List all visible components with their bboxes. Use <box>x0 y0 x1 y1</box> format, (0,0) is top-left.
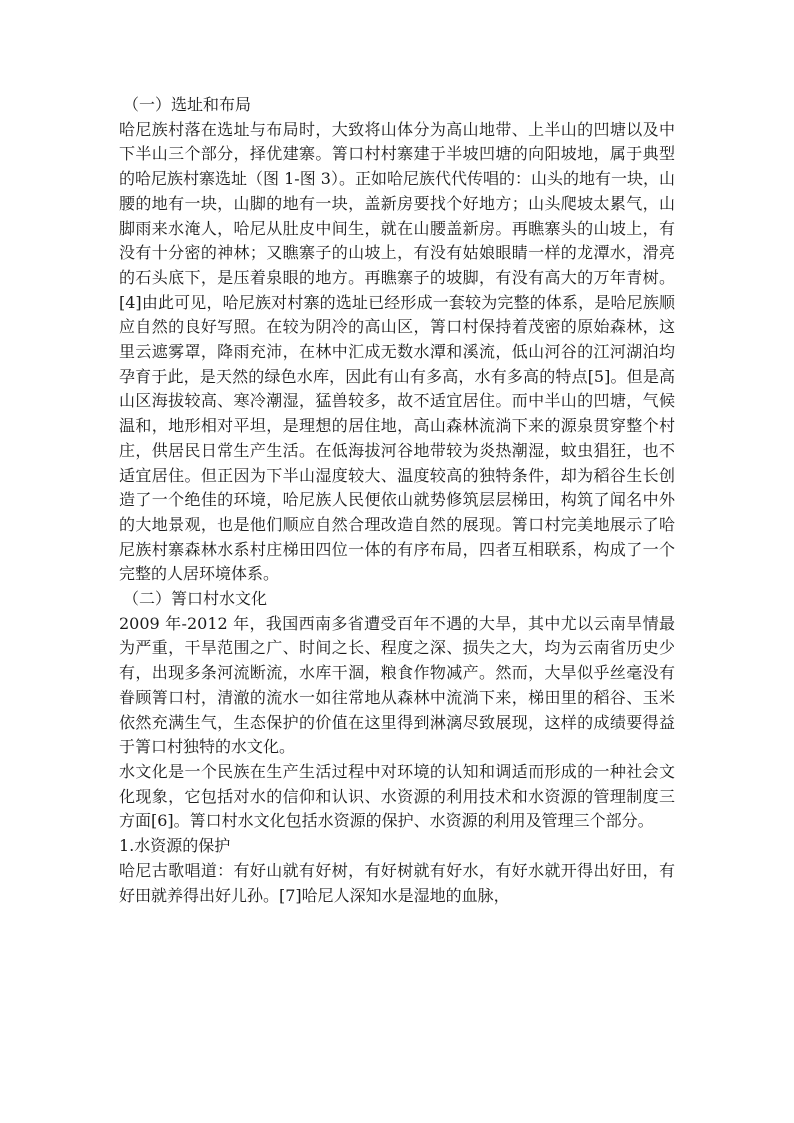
paragraph-water-protection: 哈尼古歌唱道：有好山就有好树，有好树就有好水，有好水就开得出好田，有好田就养得出好儿孙。[7]哈尼人深知水是湿地的血脉， <box>119 860 675 905</box>
paragraph-site-layout: 哈尼族村落在选址与布局时，大致将山体分为高山地带、上半山的凹塘以及中下半山三个部分，择优建寨。箐口村村寨建于半坡凹塘的向阳坡地，属于典型的哈尼族村寨选址（图 1-图 3）。正如哈尼族代代传唱的：山头的地有一块，山腰的地有一块，山脚的地有一块，盖新房要找个好地方；山头爬坡太累气，山脚雨来水淹人，哈尼从肚皮中间生，就在山腰盖新房。再瞧寨头的山坡上，有没有十分密的神林；又瞧寨子的山坡上，有没有姑娘眼睛一样的龙潭水，滑亮的石头底下，是压着泉眼的地方。再瞧寨子的坡脚，有没有高大的万年青树。[4]由此可见，哈尼族对村寨的选址已经形成一套较为完整的体系，是哈尼族顺应自然的良好写照。在较为阴冷的高山区，箐口村保持着茂密的原始森林，这里云遮雾罩，降雨充沛，在林中汇成无数水潭和溪流，低山河谷的江河湖泊均孕育于此，是天然的绿色水库，因此有山有多高，水有多高的特点[5]。但是高山区海拔较高、寒冷潮湿，猛兽较多，故不适宜居住。而中半山的凹塘，气候温和，地形相对平坦，是理想的居住地，高山森林流淌下来的源泉贯穿整个村庄，供居民日常生产生活。在低海拔河谷地带较为炎热潮湿，蚊虫猖狂，也不适宜居住。但正因为下半山湿度较大、温度较高的独特条件，却为稻谷生长创造了一个绝佳的环境，哈尼族人民便依山就势修筑层层梯田，构筑了闻名中外的大地景观，也是他们顺应自然合理改造自然的展现。箐口村完美地展示了哈尼族村寨森林水系村庄梯田四位一体的有序布局，四者互相联系，构成了一个完整的人居环境体系。 <box>119 119 675 584</box>
section-heading-site-layout: （一）选址和布局 <box>123 95 252 114</box>
paragraph-drought: 2009 年-2012 年，我国西南多省遭受百年不遇的大旱，其中尤以云南旱情最为严重，干旱范围之广、时间之长、程度之深、损失之大，均为云南省历史少有，出现多条河流断流，水库干涸，粮食作物减产。然而，大旱似乎丝毫没有眷顾箐口村，清澈的流水一如往常地从森林中流淌下来，梯田里的稻谷、玉米依然充满生气，生态保护的价值在这里得到淋漓尽致展现，这样的成绩要得益于箐口村独特的水文化。 <box>119 613 675 757</box>
document-body <box>119 93 675 908</box>
subsection-heading-water-protection: 1.水资源的保护 <box>119 836 231 856</box>
section-heading-water-culture: （二）箐口村水文化 <box>123 589 268 609</box>
paragraph-water-culture-definition: 水文化是一个民族在生产生活过程中对环境的认知和调适而形成的一种社会文化现象，它包括对水的信仰和认识、水资源的利用技术和水资源的管理制度三方面[6]。箐口村水文化包括水资源的保护、水资源的利用及管理三个部分。 <box>119 761 675 831</box>
